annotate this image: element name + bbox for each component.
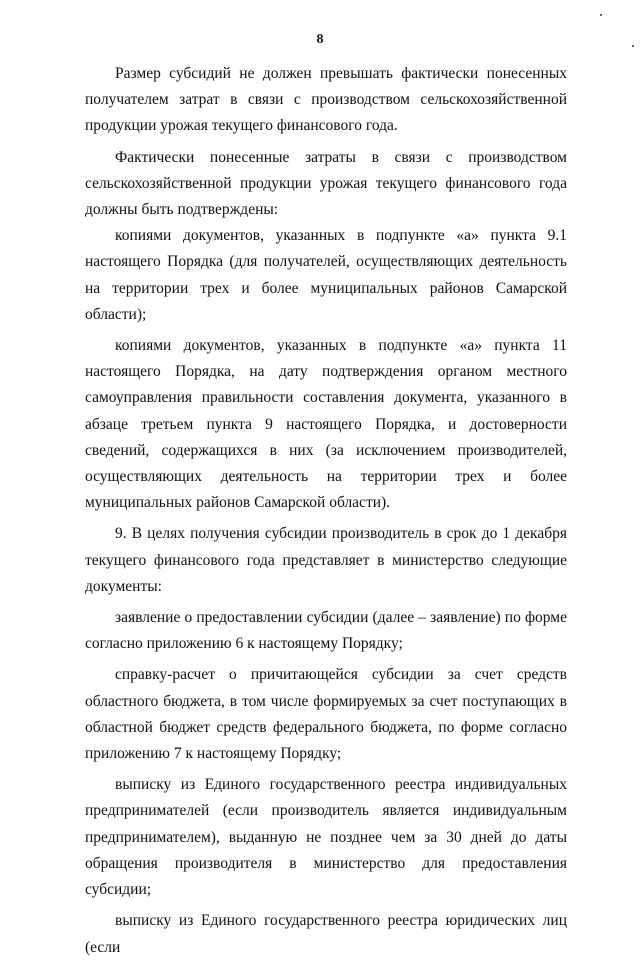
- paragraph-item-9: 9. В целях получения субсидии производитель в срок до 1 декабря текущего финансового года представляет в министерство следующие документы:: [85, 525, 567, 595]
- paragraph-copies-9-1: копиями документов, указанных в подпункте «а» пункта 9.1 настоящего Порядка (для получателей, осуществляющих деятельность на территории трех и более муниципальных районов Самарской области);: [85, 227, 567, 323]
- paragraph-ip-registry-extract: выписку из Единого государственного реестра индивидуальных предпринимателей (если производитель является индивидуальным предпринимателем), выданную не позднее чем за 30 дней до даты обращения производителя в министерство для предоставления субсидии;: [85, 776, 567, 899]
- paragraph-costs-confirmation: Фактически понесенные затраты в связи с производством сельскохозяйственной продукции урожая текущего финансового года должны быть подтверждены:: [85, 148, 567, 219]
- paragraph-calculation: справку-расчет о причитающейся субсидии за счет средств областного бюджета, в том числе формируемых за счет поступающих в областной бюджет средств федерального бюджета, по форме согласно приложению 7 к настоящему Порядку;: [85, 666, 567, 763]
- paragraph-application: заявление о предоставлении субсидии (далее – заявление) по форме согласно приложению 6 к настоящему Порядку;: [85, 609, 567, 653]
- page-number: 8: [316, 32, 324, 47]
- scan-speck: [632, 45, 634, 47]
- paragraph-subsidy-limit: Размер субсидий не должен превышать фактически понесенных получателем затрат в связи с производством сельскохозяйственной продукции урожая текущего финансового года.: [85, 65, 567, 135]
- document-body: [85, 61, 567, 966]
- paragraph-copies-11: копиями документов, указанных в подпункте «а» пункта 11 настоящего Порядка, на дату подтверждения органом местного самоуправления правильности составления документа, указанного в абзаце третьем пункта 9 настоящего Порядка, и достоверности сведений, содержащихся в них (за исключением производителей, осуществляющих деятельность на территории трех и более муниципальных районов Самарской области).: [85, 337, 567, 512]
- scan-speck: [600, 14, 602, 16]
- paragraph-legal-registry-extract: выписку из Единого государственного реестра юридических лиц (если: [85, 912, 567, 956]
